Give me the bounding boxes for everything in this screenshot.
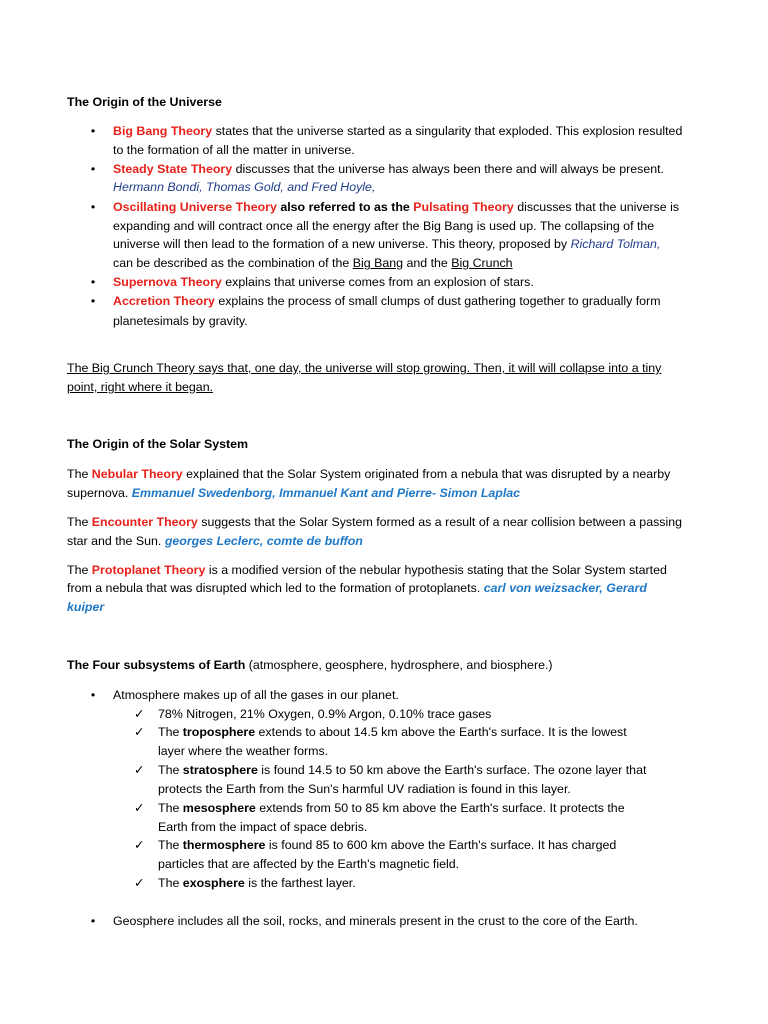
checkmark-icon: ✓ <box>134 707 145 721</box>
paragraph-nebular: The Nebular Theory explained that the Solar System originated from a nebula that was disrupted by a nearby <box>67 467 671 481</box>
theory-name: Accretion Theory <box>113 294 215 308</box>
author-names: carl von weizsacker, Gerard <box>483 581 647 595</box>
author-names: kuiper <box>67 600 105 614</box>
bullet-icon: • <box>90 124 96 138</box>
section-heading-solar-system: The Origin of the Solar System <box>67 437 249 451</box>
theory-name: Big Bang Theory <box>113 124 213 138</box>
list-item-text: expanding and will contract once all the energy after the Big Bang is used up. The collapsing of the <box>113 219 655 233</box>
document-page: The Origin of the Universe • Big Bang Theory states that the universe started as a singularity that exploded. This explosion resulted to the formation of all the matter in universe. • Steady State Theory discusses that the universe has always been there and will always be present. Hermann Bondi, Thomas Gold, and Fred Hoyle, • Oscillating Universe Theory also referred to as the Pulsating Theory discusses that the universe is expanding and will contract once all the energy after the Big Bang is used up. The collapsing of the universe will then lead to the formation of a new universe. This theory, proposed by Richard Tolman, can be described as the combination of the Big Bang and the Big Crunch • Supernova Theory explains that universe comes from an explosion of stars. • Accretion Theory explains the process of small clumps of dust gathering together to gradually form planetesimals by gravity. The Big Crunch Theory says that, one day, the universe will stop growing. Then, it will will collapse into a tiny point, right where it began. The Origin of the Solar System The Nebular Theory explained that the Solar System originated from a nebula that was disrupted by a nearby supernova. Emmanuel Swedenborg, Immanuel Kant and Pierre- Simon Laplac The Encounter Theory suggests that the Solar System formed as a result of a near collision between a passing star and the Sun. georges Leclerc, comte de buffon The Protoplanet Theory is a modified version of the nebular hypothesis stating that the Solar System started from a nebula that was disrupted which led to the formation of protoplanets. carl von weizsacker, Gerard kuiper The Four subsystems of Earth (atmosphere, geosphere, hydrosphere, and biosphere.) • Atmosphere makes up of all the gases in our planet. ✓ 78% Nitrogen, 21% Oxygen, 0.9% Argon, 0.10% trace gases ✓ The troposphere extends to about 14.5 km above the Earth's surface. It is the lowest layer where the weather forms. ✓ The stratosphere is found 14.5 to 50 km above the Earth's surface. The ozone layer that protects the Earth from the Sun's harmful UV radiation is found in this layer. ✓ The mesosphere extends from 50 to 85 km above the Earth's surface. It protects the Earth from the impact of space debris. ✓ The thermosphere is found 85 to 600 km above the Earth's surface. It has charged particles that are affected by the Earth's magnetic field. ✓ The exosphere is the farthest layer. • Geosphere includes all the soil, rocks, and minerals present in the crust to the core of the Earth. <box>67 95 683 928</box>
theory-name: Protoplanet Theory <box>91 563 206 577</box>
theory-name: Nebular Theory <box>91 467 183 481</box>
check-item-text: layer where the weather forms. <box>158 744 329 758</box>
list-item-text: universe will then lead to the formation of a new universe. This theory, proposed by Richard Tolman, <box>113 237 661 251</box>
checkmark-icon: ✓ <box>134 725 145 739</box>
author-names: Emmanuel Swedenborg, Immanuel Kant and Pierre- Simon Laplac <box>131 486 521 500</box>
bullet-icon: • <box>90 162 96 176</box>
theory-name: Steady State Theory <box>113 162 233 176</box>
theory-name: Oscillating Universe Theory <box>113 200 277 214</box>
bullet-icon: • <box>90 294 96 308</box>
paragraph-protoplanet: The Protoplanet Theory is a modified version of the nebular hypothesis stating that the Solar System started <box>67 563 667 577</box>
list-item-text: to the formation of all the matter in universe. <box>113 143 355 157</box>
list-item-text: can be described as the combination of the Big Bang and the Big Crunch <box>113 256 513 270</box>
bullet-icon: • <box>90 688 96 702</box>
checkmark-icon: ✓ <box>134 876 145 890</box>
big-crunch-paragraph: The Big Crunch Theory says that, one day, the universe will stop growing. Then, it will will collapse into a tiny <box>67 361 662 375</box>
author-names: Richard Tolman, <box>570 237 661 251</box>
author-names: Hermann Bondi, Thomas Gold, and Fred Hoyle, <box>113 180 376 194</box>
bullet-icon: • <box>90 200 96 214</box>
bullet-icon: • <box>90 275 96 289</box>
check-item-text: particles that are affected by the Earth's magnetic field. <box>158 857 460 871</box>
paragraph-text: star and the Sun. georges Leclerc, comte de buffon <box>67 534 363 548</box>
theory-name: Supernova Theory <box>113 275 222 289</box>
bullet-icon: • <box>90 914 96 928</box>
paragraph-text: from a nebula that was disrupted which led to the formation of protoplanets. carl von weizsacker, Gerard <box>67 581 647 595</box>
theory-name: Pulsating Theory <box>413 200 514 214</box>
check-item-text: Earth from the impact of space debris. <box>158 820 368 834</box>
checkmark-icon: ✓ <box>134 801 145 815</box>
section-heading-universe: The Origin of the Universe <box>67 95 222 109</box>
checkmark-icon: ✓ <box>134 763 145 777</box>
theory-name: Encounter Theory <box>91 515 198 529</box>
paragraph-encounter: The Encounter Theory suggests that the Solar System formed as a result of a near collision between a passing <box>67 515 683 529</box>
checkmark-icon: ✓ <box>134 838 145 852</box>
section-heading-earth-subsystems: The Four subsystems of Earth (atmosphere, geosphere, hydrosphere, and biosphere.) <box>67 658 553 672</box>
author-names: georges Leclerc, comte de buffon <box>164 534 363 548</box>
list-item-text: planetesimals by gravity. <box>113 314 248 328</box>
big-crunch-paragraph: point, right where it began. <box>67 380 214 394</box>
paragraph-text: supernova. Emmanuel Swedenborg, Immanuel Kant and Pierre- Simon Laplac <box>67 486 521 500</box>
check-item-text: protects the Earth from the Sun's harmful UV radiation is found in this layer. <box>158 782 571 796</box>
